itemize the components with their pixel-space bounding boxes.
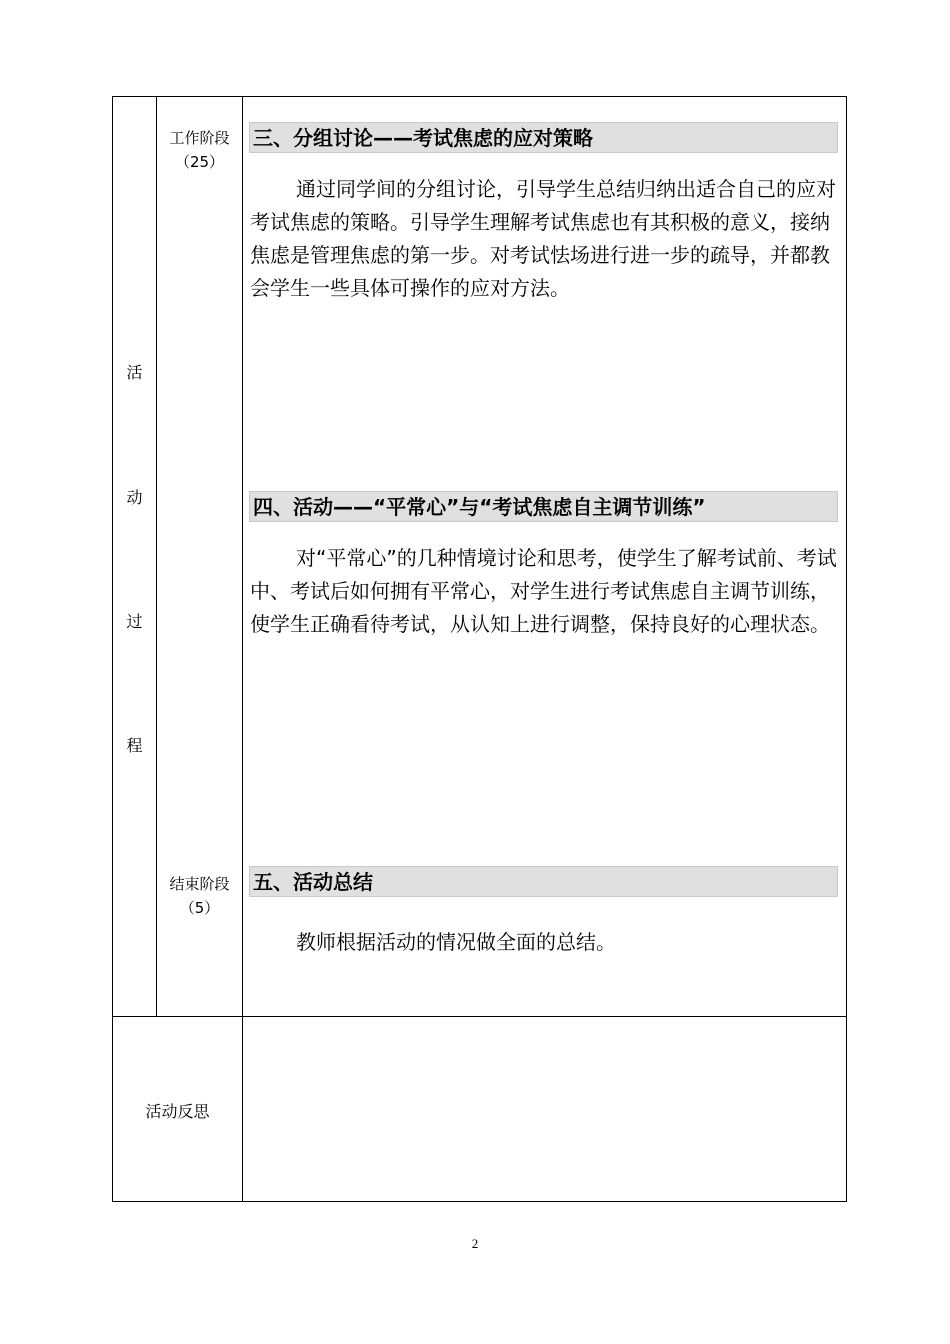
process-label-char-4: 程: [126, 736, 143, 755]
end-stage-name: 结束阶段: [169, 875, 230, 893]
section-3-body: 通过同学间的分组讨论，引导学生总结归纳出适合自己的应对考试焦虑的策略。引导学生理解考试焦虑也有其积极的意义，接纳焦虑是管理焦虑的第一步。对考试怯场进行进一步的疏导，并都教会学生一些具体可操作的应对方法。: [250, 177, 836, 300]
process-label-char-3: 过: [126, 612, 143, 631]
work-stage-minutes: （25）: [174, 153, 225, 171]
section-3-text: [250, 173, 840, 305]
section-5-heading: 五、活动总结: [249, 866, 838, 897]
end-stage-label: [157, 872, 242, 920]
work-stage-label: [157, 126, 242, 174]
table-left-border: [112, 96, 113, 1202]
end-stage-minutes: （5）: [179, 899, 220, 917]
work-stage-name: 工作阶段: [169, 129, 230, 147]
table-right-border: [846, 96, 847, 1202]
table-top-border: [112, 96, 847, 97]
section-4-text: [250, 542, 840, 641]
section-3-heading: 三、分组讨论——考试焦虑的应对策略: [249, 122, 838, 153]
section-4-heading: 四、活动——“平常心”与“考试焦虑自主调节训练”: [249, 491, 838, 522]
reflection-label: 活动反思: [145, 1102, 210, 1121]
section-4-body: 对“平常心”的几种情境讨论和思考，使学生了解考试前、考试中、考试后如何拥有平常心，对学生进行考试焦虑自主调节训练，使学生正确看待考试，从认知上进行调整，保持良好的心理状态。: [250, 546, 837, 636]
process-label-char-2: 动: [126, 488, 143, 507]
table-bottom-border: [112, 1201, 847, 1202]
section-5-text: [250, 926, 840, 959]
process-label-char-1: 活: [126, 363, 143, 382]
section-5-body: 教师根据活动的情况做全面的总结。: [296, 930, 616, 954]
page-number: 2: [471, 1236, 479, 1251]
reflection-content-cell[interactable]: [243, 1017, 846, 1201]
